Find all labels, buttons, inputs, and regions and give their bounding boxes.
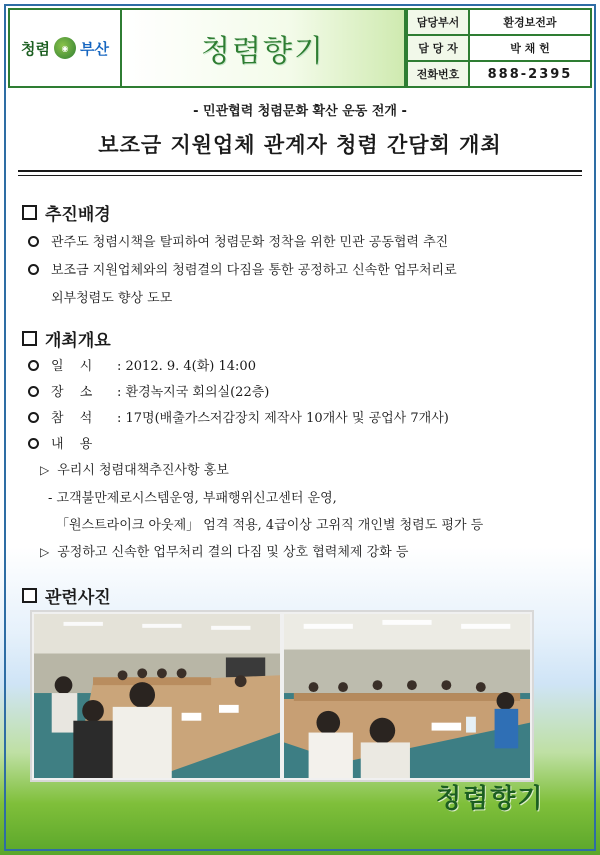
checkbox-square-icon bbox=[22, 331, 37, 346]
checkbox-square-icon bbox=[22, 205, 37, 220]
meeting-photo-right bbox=[284, 614, 530, 778]
logo-text-busan: 부산 bbox=[80, 39, 109, 58]
header-title-box bbox=[120, 8, 406, 88]
logo-text-cheongryeom: 청렴 bbox=[21, 39, 50, 58]
overview-row-content bbox=[28, 433, 117, 452]
info-value: 환경보전과 bbox=[469, 9, 591, 35]
meeting-photo-left bbox=[34, 614, 280, 778]
checkbox-square-icon bbox=[22, 588, 37, 603]
section-heading-text: 관련사진 bbox=[45, 588, 111, 608]
background-item bbox=[28, 259, 457, 278]
circle-bullet-icon bbox=[28, 360, 39, 371]
footer-brand: 청렴향기 bbox=[436, 784, 545, 814]
info-value: 888-2395 bbox=[469, 61, 591, 87]
background-item-text: 보조금 지원업체와의 청렴결의 다짐을 통한 공정하고 신속한 업무처리로 bbox=[51, 263, 457, 278]
overview-value: : 환경녹지국 회의실(22층) bbox=[117, 385, 270, 400]
logo bbox=[8, 8, 120, 88]
circle-bullet-icon bbox=[28, 386, 39, 397]
overview-label: 일 시 bbox=[51, 359, 99, 374]
photo-strip bbox=[30, 610, 534, 782]
contact-info-table bbox=[406, 8, 592, 88]
triangle-bullet-icon: ▷ bbox=[40, 463, 50, 477]
meeting-photo-left-image bbox=[34, 614, 280, 778]
background-item-text: 관주도 청렴시책을 탈피하여 청렴문화 정착을 위한 민관 공동협력 추진 bbox=[51, 235, 449, 250]
background-item-continuation: 외부청렴도 향상 도모 bbox=[51, 291, 173, 306]
circle-bullet-icon bbox=[28, 264, 39, 275]
section-heading-text: 개최개요 bbox=[45, 331, 111, 351]
overview-row-place bbox=[28, 381, 269, 400]
content-subitem: - 고객불만제로시스템운영, 부패행위신고센터 운영, bbox=[48, 491, 337, 506]
title-divider-thin bbox=[18, 175, 582, 176]
info-label: 전화번호 bbox=[407, 61, 469, 87]
content-item bbox=[40, 541, 408, 560]
info-label: 담당부서 bbox=[407, 9, 469, 35]
overview-row-attendees bbox=[28, 407, 449, 426]
circle-bullet-icon bbox=[28, 412, 39, 423]
overview-row-datetime bbox=[28, 355, 256, 374]
overview-label: 장 소 bbox=[51, 385, 99, 400]
info-value: 박 채 헌 bbox=[469, 35, 591, 61]
content-item bbox=[40, 459, 229, 478]
section-heading-background bbox=[22, 200, 111, 225]
title-divider bbox=[18, 170, 582, 172]
info-row-manager bbox=[407, 35, 591, 61]
info-row-department bbox=[407, 9, 591, 35]
logo-emblem-icon: ◉ bbox=[54, 37, 76, 59]
content-item-text: 우리시 청렴대책추진사항 홍보 bbox=[57, 463, 229, 478]
content-subitem: 「원스트라이크 아웃제」 엄격 적용, 4급이상 고위직 개인별 청렴도 평가 등 bbox=[56, 518, 484, 533]
overview-label: 내 용 bbox=[51, 437, 99, 452]
section-heading-overview bbox=[22, 326, 111, 351]
triangle-bullet-icon: ▷ bbox=[40, 545, 50, 559]
circle-bullet-icon bbox=[28, 236, 39, 247]
overview-value: : 2012. 9. 4(화) 14:00 bbox=[117, 359, 256, 374]
info-row-phone bbox=[407, 61, 591, 87]
background-item bbox=[28, 231, 448, 250]
section-heading-text: 추진배경 bbox=[45, 205, 111, 225]
header-title: 청렴향기 bbox=[201, 34, 325, 69]
content-item-text: 공정하고 신속한 업무처리 결의 다짐 및 상호 협력체제 강화 등 bbox=[57, 545, 409, 560]
document-title: 보조금 지원업체 관계자 청렴 간담회 개최 bbox=[98, 133, 502, 157]
overview-label: 참 석 bbox=[51, 411, 99, 426]
meeting-photo-right-image bbox=[284, 614, 530, 778]
overview-value: : 17명(배출가스저감장치 제작사 10개사 및 공업사 7개사) bbox=[117, 411, 449, 426]
section-heading-photos bbox=[22, 583, 111, 608]
document-header bbox=[8, 8, 592, 88]
document-subtitle: - 민관협력 청렴문화 확산 운동 전개 - bbox=[193, 104, 407, 119]
circle-bullet-icon bbox=[28, 438, 39, 449]
info-label: 담 당 자 bbox=[407, 35, 469, 61]
